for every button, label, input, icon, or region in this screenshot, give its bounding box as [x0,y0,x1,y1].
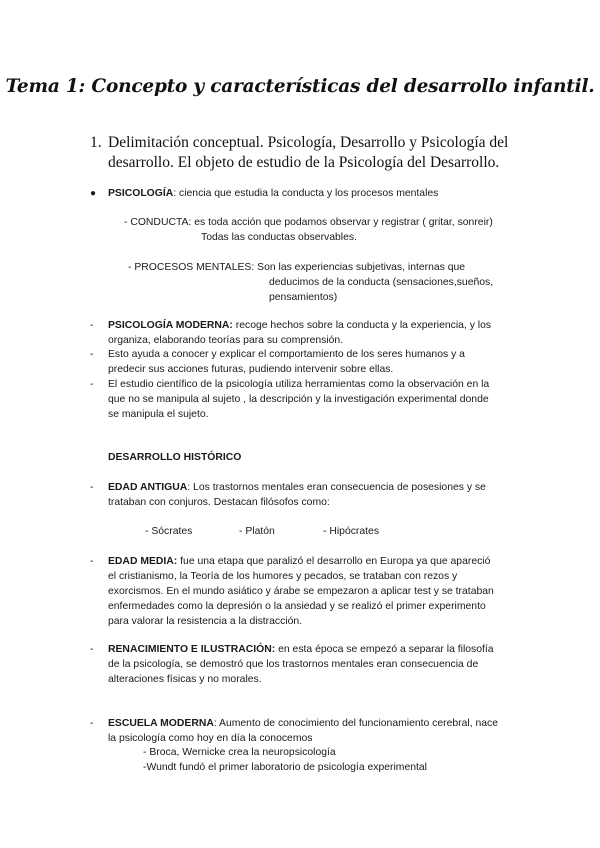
media-line1 [108,554,490,569]
media-line5: para valorar la resistencia a la distracción. [108,616,303,627]
moderna-item3-line1: El estudio científico de la psicología utiliza herramientas como la observación en la [108,379,490,390]
escuela-sub1: - Broca, Wernicke crea la neuropsicología [143,747,336,758]
media-line2: el cristianismo, la Teoría de los humores y pecados, se trataban con rezos y [108,571,458,582]
dash-icon: - [90,644,94,655]
moderna-term: PSICOLOGÍA MODERNA: [108,320,233,331]
media-line4: enfermedades como la depresión o la ansiedad y se realizó el primer experimento [108,601,486,612]
renac-line3: alteraciones físicas y no morales. [108,674,262,685]
escuela-sub2: -Wundt fundó el primer laboratorio de psicología experimental [143,762,427,773]
psicologia-definition [108,186,438,201]
page-title: Tema 1: Concepto y características del desarrollo infantil. [5,76,595,97]
renac-line2: de la psicología, se demostró que los trastornos mentales eran consecuencia de [108,659,479,670]
antigua-text: : Los trastornos mentales eran consecuencia de posesiones y se [187,482,486,493]
moderna-line1 [108,318,491,333]
procesos-line2: deducimos de la conducta (sensaciones,sueños, [269,277,494,288]
antigua-line2: trataban con conjuros. Destacan filósofos como: [108,497,330,508]
renac-term: RENACIMIENTO E ILUSTRACIÓN: [108,644,276,655]
escuela-line2: la psicología como hoy en día la conocemos [108,733,313,744]
dash-icon: - [90,482,94,493]
media-line3: exorcismos. En el mundo asiático y árabe se empezaron a aplicar test y se trataban [108,586,494,597]
antigua-line1 [108,480,486,495]
renac-line1 [108,642,494,657]
section-heading-line1: Delimitación conceptual. Psicología, Desarrollo y Psicología del [108,134,509,151]
media-term: EDAD MEDIA: [108,556,178,567]
dash-icon: - [90,556,94,567]
escuela-term: ESCUELA MODERNA [108,718,214,729]
conducta-line1: - CONDUCTA: es toda acción que podamos observar y registrar ( gritar, sonreir) [124,217,493,228]
escuela-line1 [108,716,498,731]
moderna-item2-line2: predecir sus acciones futuras, pudiendo intervenir sobre ellas. [108,364,394,375]
dash-icon: - [90,320,94,331]
antigua-term: EDAD ANTIGUA [108,482,188,493]
moderna-item2-line1: Esto ayuda a conocer y explicar el comportamiento de los seres humanos y a [108,349,465,360]
media-text: fue una etapa que paralizó el desarrollo en Europa ya que apareció [177,556,491,567]
procesos-line3: pensamientos) [269,292,338,303]
filosofo-hipocrates: - Hipócrates [323,526,380,537]
dash-icon: - [90,379,94,390]
section-number: 1. [90,134,102,151]
moderna-line2: organiza, elaborando teorías para su comprensión. [108,335,344,346]
dash-icon: - [90,718,94,729]
psicologia-term: PSICOLOGÍA [108,188,174,199]
filosofo-socrates: - Sócrates [145,526,193,537]
filosofo-platon: - Platón [239,526,275,537]
renac-text: en esta época se empezó a separar la filosofía [275,644,494,655]
escuela-text: : Aumento de conocimiento del funcionamiento cerebral, nace [213,718,499,729]
moderna-item3-line2: que no se manipula al sujeto , la descripción y la investigación experimental donde [108,394,489,405]
moderna-item3-line3: se manipula el sujeto. [108,409,209,420]
section-heading-line2: desarrollo. El objeto de estudio de la Psicología del Desarrollo. [108,154,500,171]
conducta-line2: Todas las conductas observables. [201,232,357,243]
moderna-text: recoge hechos sobre la conducta y la experiencia, y los [232,320,492,331]
psicologia-def: : ciencia que estudia la conducta y los procesos mentales [173,188,439,199]
bullet-icon: ● [90,188,97,199]
historico-heading: DESARROLLO HISTÓRICO [108,452,242,463]
dash-icon: - [90,349,94,360]
procesos-line1: - PROCESOS MENTALES: Son las experiencias subjetivas, internas que [128,262,466,273]
